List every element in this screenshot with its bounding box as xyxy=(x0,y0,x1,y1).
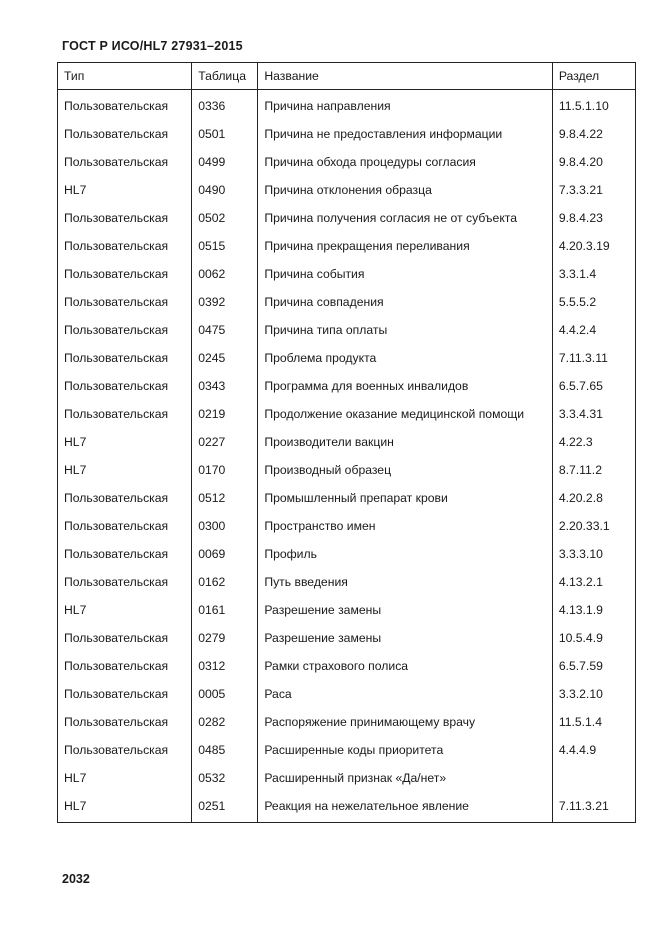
table-row xyxy=(58,148,636,176)
cell-section: 4.4.4.9 xyxy=(552,736,635,764)
cell-name: Производный образец xyxy=(258,456,553,484)
cell-section xyxy=(552,764,635,792)
cell-section: 3.3.4.31 xyxy=(552,400,635,428)
cell-table-code: 0515 xyxy=(192,232,258,260)
cell-type: HL7 xyxy=(58,456,192,484)
cell-type: Пользовательская xyxy=(58,232,192,260)
cell-name: Распоряжение принимающему врачу xyxy=(258,708,553,736)
table-row xyxy=(58,764,636,792)
cell-type: HL7 xyxy=(58,428,192,456)
column-header-section: Раздел xyxy=(552,63,635,90)
cell-table-code: 0062 xyxy=(192,260,258,288)
table-row xyxy=(58,120,636,148)
cell-type: Пользовательская xyxy=(58,736,192,764)
cell-section: 4.22.3 xyxy=(552,428,635,456)
cell-table-code: 0312 xyxy=(192,652,258,680)
table-row xyxy=(58,428,636,456)
table-row xyxy=(58,176,636,204)
cell-section: 4.4.2.4 xyxy=(552,316,635,344)
table-row xyxy=(58,624,636,652)
cell-type: Пользовательская xyxy=(58,708,192,736)
cell-type: Пользовательская xyxy=(58,484,192,512)
cell-name: Реакция на нежелательное явление xyxy=(258,792,553,823)
cell-table-code: 0162 xyxy=(192,568,258,596)
cell-type: HL7 xyxy=(58,176,192,204)
cell-section: 3.3.1.4 xyxy=(552,260,635,288)
cell-name: Путь введения xyxy=(258,568,553,596)
cell-section: 7.11.3.21 xyxy=(552,792,635,823)
cell-table-code: 0245 xyxy=(192,344,258,372)
cell-type: Пользовательская xyxy=(58,512,192,540)
cell-name: Профиль xyxy=(258,540,553,568)
cell-type: Пользовательская xyxy=(58,680,192,708)
cell-section: 8.7.11.2 xyxy=(552,456,635,484)
cell-name: Расширенный признак «Да/нет» xyxy=(258,764,553,792)
cell-table-code: 0392 xyxy=(192,288,258,316)
cell-type: Пользовательская xyxy=(58,260,192,288)
cell-table-code: 0490 xyxy=(192,176,258,204)
cell-table-code: 0219 xyxy=(192,400,258,428)
cell-type: Пользовательская xyxy=(58,344,192,372)
table-row xyxy=(58,792,636,823)
cell-section: 9.8.4.23 xyxy=(552,204,635,232)
cell-name: Раса xyxy=(258,680,553,708)
cell-type: Пользовательская xyxy=(58,120,192,148)
cell-section: 9.8.4.20 xyxy=(552,148,635,176)
cell-name: Производители вакцин xyxy=(258,428,553,456)
cell-name: Рамки страхового полиса xyxy=(258,652,553,680)
table-row xyxy=(58,204,636,232)
table-row xyxy=(58,680,636,708)
reference-table xyxy=(57,62,636,823)
cell-name: Проблема продукта xyxy=(258,344,553,372)
cell-section: 4.20.2.8 xyxy=(552,484,635,512)
table-row xyxy=(58,288,636,316)
cell-section: 11.5.1.4 xyxy=(552,708,635,736)
cell-name: Причина типа оплаты xyxy=(258,316,553,344)
cell-type: HL7 xyxy=(58,596,192,624)
table-row xyxy=(58,456,636,484)
cell-type: Пользовательская xyxy=(58,148,192,176)
cell-table-code: 0227 xyxy=(192,428,258,456)
table-row xyxy=(58,708,636,736)
cell-section: 11.5.1.10 xyxy=(552,90,635,121)
document-header: ГОСТ Р ИСО/HL7 27931–2015 xyxy=(62,39,243,53)
table-row xyxy=(58,736,636,764)
table-row xyxy=(58,372,636,400)
cell-table-code: 0502 xyxy=(192,204,258,232)
cell-table-code: 0279 xyxy=(192,624,258,652)
cell-table-code: 0512 xyxy=(192,484,258,512)
cell-type: Пользовательская xyxy=(58,288,192,316)
cell-table-code: 0282 xyxy=(192,708,258,736)
cell-table-code: 0475 xyxy=(192,316,258,344)
cell-table-code: 0005 xyxy=(192,680,258,708)
cell-name: Причина не предоставления информации xyxy=(258,120,553,148)
cell-name: Причина события xyxy=(258,260,553,288)
column-header-table: Таблица xyxy=(192,63,258,90)
cell-type: Пользовательская xyxy=(58,400,192,428)
table-header-row xyxy=(58,63,636,90)
cell-name: Причина обхода процедуры согласия xyxy=(258,148,553,176)
cell-section: 2.20.33.1 xyxy=(552,512,635,540)
page-number: 2032 xyxy=(62,872,90,886)
cell-section: 10.5.4.9 xyxy=(552,624,635,652)
cell-table-code: 0300 xyxy=(192,512,258,540)
cell-table-code: 0069 xyxy=(192,540,258,568)
column-header-type: Тип xyxy=(58,63,192,90)
cell-name: Причина направления xyxy=(258,90,553,121)
table-row xyxy=(58,512,636,540)
cell-name: Продолжение оказание медицинской помощи xyxy=(258,400,553,428)
table-row xyxy=(58,652,636,680)
table-row xyxy=(58,568,636,596)
cell-name: Причина прекращения переливания xyxy=(258,232,553,260)
cell-section: 7.11.3.11 xyxy=(552,344,635,372)
cell-name: Причина получения согласия не от субъекта xyxy=(258,204,553,232)
cell-table-code: 0532 xyxy=(192,764,258,792)
cell-type: Пользовательская xyxy=(58,372,192,400)
cell-type: Пользовательская xyxy=(58,624,192,652)
cell-type: Пользовательская xyxy=(58,204,192,232)
cell-section: 3.3.3.10 xyxy=(552,540,635,568)
cell-type: Пользовательская xyxy=(58,652,192,680)
cell-type: Пользовательская xyxy=(58,568,192,596)
cell-name: Разрешение замены xyxy=(258,624,553,652)
cell-type: Пользовательская xyxy=(58,540,192,568)
table-row xyxy=(58,344,636,372)
cell-type: HL7 xyxy=(58,764,192,792)
cell-table-code: 0161 xyxy=(192,596,258,624)
table-row xyxy=(58,260,636,288)
cell-name: Разрешение замены xyxy=(258,596,553,624)
table-row xyxy=(58,232,636,260)
cell-name: Пространство имен xyxy=(258,512,553,540)
cell-section: 6.5.7.59 xyxy=(552,652,635,680)
cell-table-code: 0170 xyxy=(192,456,258,484)
cell-name: Причина отклонения образца xyxy=(258,176,553,204)
table-row xyxy=(58,596,636,624)
cell-section: 4.20.3.19 xyxy=(552,232,635,260)
cell-table-code: 0343 xyxy=(192,372,258,400)
table-row xyxy=(58,400,636,428)
table-row xyxy=(58,540,636,568)
table-row xyxy=(58,484,636,512)
cell-table-code: 0499 xyxy=(192,148,258,176)
cell-type: Пользовательская xyxy=(58,316,192,344)
table-row xyxy=(58,316,636,344)
cell-section: 4.13.1.9 xyxy=(552,596,635,624)
cell-section: 9.8.4.22 xyxy=(552,120,635,148)
cell-name: Расширенные коды приоритета xyxy=(258,736,553,764)
cell-section: 3.3.2.10 xyxy=(552,680,635,708)
table-row xyxy=(58,90,636,121)
cell-type: HL7 xyxy=(58,792,192,823)
cell-table-code: 0501 xyxy=(192,120,258,148)
cell-name: Причина совпадения xyxy=(258,288,553,316)
cell-section: 4.13.2.1 xyxy=(552,568,635,596)
cell-type: Пользовательская xyxy=(58,90,192,121)
cell-table-code: 0251 xyxy=(192,792,258,823)
cell-name: Промышленный препарат крови xyxy=(258,484,553,512)
cell-section: 6.5.7.65 xyxy=(552,372,635,400)
cell-table-code: 0485 xyxy=(192,736,258,764)
cell-name: Программа для военных инвалидов xyxy=(258,372,553,400)
cell-section: 5.5.5.2 xyxy=(552,288,635,316)
cell-section: 7.3.3.21 xyxy=(552,176,635,204)
column-header-name: Название xyxy=(258,63,553,90)
cell-table-code: 0336 xyxy=(192,90,258,121)
